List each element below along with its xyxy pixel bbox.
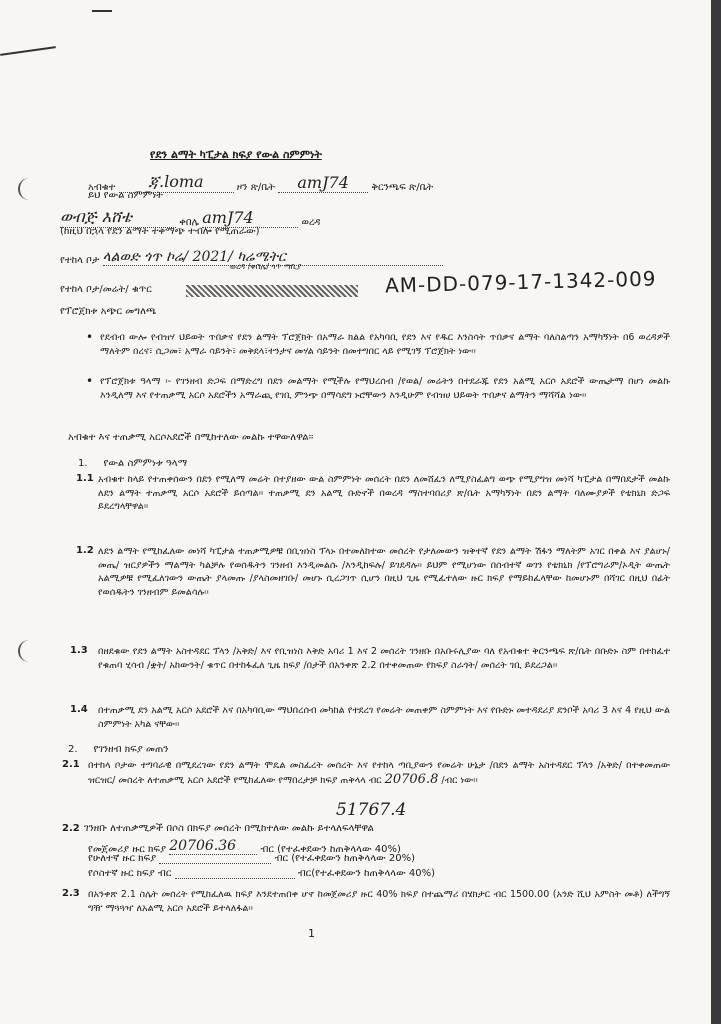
label-text: ቅርንጫፍ ጽ/ቤት — [371, 182, 434, 193]
handwritten-parcel-code: AM-DD-079-17-1342-009 — [384, 266, 657, 298]
handwritten-amount: 20706.8 — [384, 771, 439, 787]
clause-number: 2.2 — [62, 823, 80, 834]
handwritten-site: ላልወድ ጎጥ ኮሬ/ 2021/ ካሬሜትር — [102, 249, 286, 265]
binder-hole-mark — [18, 640, 30, 662]
parties-line-4: (ከዚህ በኋላ የደን ልማት ተቀማጭ ተብሎ የሚጠራው) — [60, 226, 260, 237]
section-2-heading — [68, 744, 169, 755]
section-title: የውል ስምምነቱ ዓላማ — [103, 458, 188, 469]
crossed-out-text — [186, 285, 358, 297]
label-text: የተከላ ቦታ — [60, 255, 100, 266]
document-title: የደን ልማት ካፒታል ክፍያ የውል ስምምነት — [150, 148, 322, 161]
label-text: የተከላ ቦታ/መሬት/ ቁጥር — [60, 284, 152, 295]
clause-number: 2.3 — [62, 888, 80, 899]
section-1-heading — [78, 458, 187, 469]
label-text: ቀበሌ — [179, 217, 200, 228]
payment-share: ብር(የተፈቀደውን ከጠቅላላው 40%) — [297, 868, 436, 879]
handwritten-total: 51767.4 — [336, 800, 407, 820]
project-summary-heading: የፕሮጀክቱ አጭር መግለጫ — [60, 306, 157, 317]
parties-line-3 — [60, 207, 320, 228]
label-text: ዞን ጽ/ቤት — [236, 182, 275, 193]
clause-number: 1.1 — [76, 473, 94, 484]
parties-line-6 — [60, 284, 152, 295]
label-text: ወረዳ — [301, 217, 321, 228]
clause-number: 2.1 — [62, 759, 80, 770]
bullet-item: • የፕሮጀክቱ ዓላማ ፡- የገንዘብ ድጋፍ በማድረግ በደን መልማት የሚችሉ የማህረሰብ /የወል/ መሬትን በተደራጁ የደን አልሚ አርሶ አደሮች ውጤታማ በሆነ መልኩ እንዲለማ እና የተጠቃሚ አርሶ አደሮችን አማራጪ የገቢ ምንጭ በማሳደግ ኑሮቸውን እንዲሁም የብዝሀ ህይወት ጥበቃና ልማትን ማሻሻል ነው፡፡ — [100, 375, 670, 402]
pen-mark — [92, 10, 112, 12]
payment-label: የሁለተኛ ዙር ክፍያ — [88, 853, 157, 864]
binder-hole-mark — [18, 178, 30, 200]
clause-text-part: በተከላ ቦታው ተግባራዊ በሚደረገው የደን ልማት ሞዴል መስፈረት መሰረት እና የተከላ ጣቢያውን የመሬት ሁኔታ /በደን ልማት አስተዳደር ፕላን /አቅድ/ በተቀመጠው ዝርዝር/ መሰረት ለተጠቃሚ አርሶ አደሮች የሚከፈለው የማበረታቻ ክፍያ ጠቅላላ ብር — [88, 760, 670, 786]
scan-edge-shadow — [711, 0, 721, 1024]
payment-row — [88, 853, 415, 864]
clause-number: 1.2 — [76, 545, 94, 556]
clause-text: ለደን ልማት የሚከፈለው መነሻ ካፒታል ተጠቃሚዎቹ በቢዝነስ ፕላኑ በተመለከተው መሰረት የታለመውን ዝቅተኛ የደን ልማት ሽፋን ማለትም አገር በቀል እና ያልሆኑ/መጤ/ ዝርያዎችን ማልማት ካልቻሉ የወሰዱትን ገንዘብ እንዲመልሱ /እንዲከፍሉ/ ይገደዳሉ፡፡ ይህም የሚሆነው በሰብተኛ ወገን የቴክኒክ /የፕሮግራም/ኦዲት ውጤት አልሚዎቹ የሚፈለገውን ውጤት ያላመጡ /ያላስመዘገቡ/ መሆኑ ሲረጋገጥ ሲሆን በዚህ ጊዜ የሚፈተለው ዙር ክፍያ የማይከፈላቸው ከመሆኑም በሻገር በዚህ በፊት የወሰዱትን ገንዘብም ይመልሳሉ፡፡ — [98, 546, 670, 598]
clause-text — [88, 759, 670, 787]
section-title: የገንዘብ ክፍያ መጠን — [93, 744, 169, 755]
payment-share: ብር (የተፈቀደውን ከጠቅላላው 20%) — [274, 853, 416, 864]
payment-share: ብር (የተፈቀደውን ከጠቅላላው 40%) — [260, 844, 401, 855]
handwritten-woreda: amJ74 — [202, 208, 254, 227]
handwritten-zone: amJ74 — [297, 173, 349, 192]
clause-number: 1.3 — [70, 645, 88, 656]
handwritten-branch: ጃ.loma — [148, 172, 204, 191]
section-number: 1. — [78, 458, 88, 469]
parties-line-5-caption: ወረዳ /ቀበሌ/ ጎጥ ጣቢያ — [230, 262, 302, 271]
payment-label: የሶስተኛ ዙር ክፍያ ብር — [88, 868, 172, 879]
pen-mark — [0, 46, 56, 56]
parties-line-2: ይህ የውል ስምምነት — [88, 190, 163, 201]
clause-text: አብቁተ ከላይ የተጠቀሰውን በደን የሚለማ መሬት በተያዘው ውል ስምምነት መሰረት በደን ለመሸፈን ለሚያስፈልግ ወጭ የሚያግዝ መነሻ ካፒታል በማበደታች መልኩ ለደን ልማት ተጠቃሚ አርሶ አደሮች ይሰጣል፡፡ ተጠቃሚ ደን አልሚ ቡድኖች በወረዳ ማስተባበሪያ ጽ/ቤት አማካኝነት በደን ልማት ባለሙያዎች የቴክኒክ ድጋፍ ይደረግላቸዋል፡፡ — [98, 474, 670, 512]
section-number: 2. — [68, 744, 78, 755]
clause-text: በዘደቁው የደን ልማት አስተዳደር ፕላን /አቅድ/ እና የቢዝነስ እቅድ አባሪ 1 እና 2 መሰረት ገንዘቡ በአቡሩሊያው ባለ የአብቁተ ቅርንጫፍ ጽ/ቤት በቡድኑ ስም በተከፈተ የቁጠባ ሂሳብ /ቋት/ አከውንት/ ቁጥር በተከፋፈለ ጊዜ ክፍያ /በታች በአንቀጽ 2.2 በተቀመጠው የክፍያ ስራጎት/ መሰረት ገቢ ይደረጋል፡፡ — [98, 646, 670, 671]
handwritten-name: ወብጅ እሸቴ — [60, 207, 132, 226]
payment-row — [88, 868, 435, 879]
page-number: 1 — [308, 927, 315, 940]
clause-number: 1.4 — [70, 704, 88, 715]
clause-text: ገንዘቡ ለተጠቃሚዎች በሶስ በክፍያ መሰረት በሚከተለው መልኩ ይተላለፍላቸዋል — [84, 823, 374, 834]
intro-line: አብቁተ እና ተጠቃሚ አርሶአደሮች በሚከተለው መልኩ ተዋውለዋል፡፡ — [68, 432, 314, 443]
payment-label: የመጀመሪያ ዙር ክፍያ — [88, 844, 167, 855]
clause-text: በተጠቃሚ ደን አልሚ አርሶ አደሮች እና በአካባቢው ማህበረሰብ መካከል የተደረገ የመሬት መጠቀም ስምምነት እና የቡድኑ መተዳደሪያ ደንቦች አባሪ 3 እና 4 የዚህ ውል ስምምነት አካል ናቸው፡፡ — [98, 705, 670, 730]
clause-text: በአንቀጽ 2.1 ስሌት መሰረት የሚከፈለዉ ክፍያ እንደተጠበቀ ሆኖ ከመጀመሪያ ዙር 40% ክፍያ በተጨማሪ በሄክታር ብር 1500.00 (አንድ ሺህ አምስት መቶ) ለችግኝ ግዥ ማጓጓዣ ለአልሚ አርሶ አደሮች ይተላለፋል፡፡ — [88, 889, 670, 914]
handwritten-amount: 20706.36 — [169, 838, 237, 854]
label-text: አብቁተ — [88, 182, 116, 193]
clause-text-part: /ብር ነው፡፡ — [441, 774, 478, 786]
bullet-item: • የደብብ ውሎ የብዝሃ ህይወት ጥበቃና የደን ልማት ፕሮጀክት በአማራ ክልል የአካባቢ የደን እና የዱር እንስሳት ጥበቃና ልማት ባለስልጣን አማካኝነት በ6 ወረዳዎች ማለትም በረና፣ ሲጋመ፣ አማራ ሳይንት፣ መቅደላ፣ተንታና መሃል ሳይንት በመተግበር ላይ የሚገኝ ፕሮጀክት ነው፡፡ — [100, 331, 670, 358]
